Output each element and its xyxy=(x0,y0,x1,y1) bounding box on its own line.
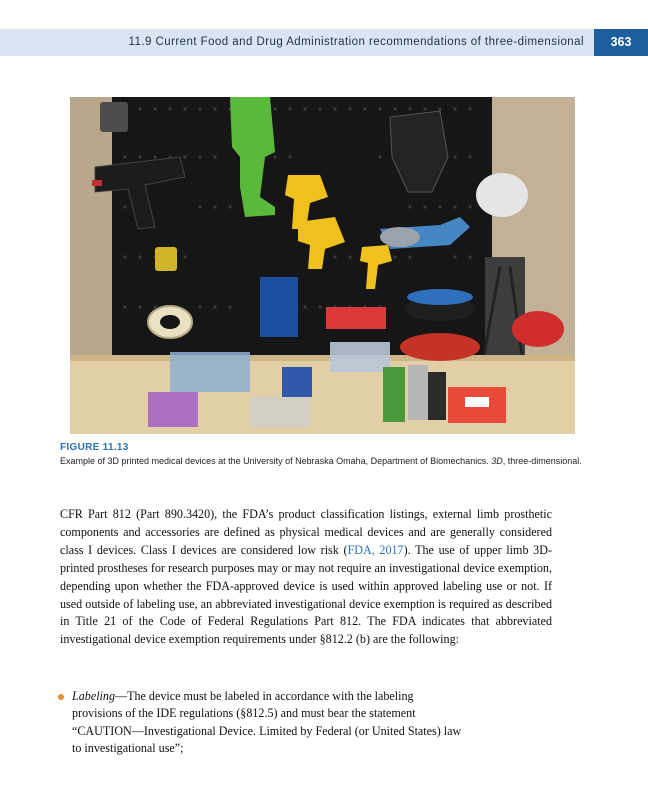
figure-label: FIGURE 11.13 xyxy=(60,442,129,453)
figure-caption-text: Example of 3D printed medical devices at the University of Nebraska Omaha, Department of Biomechanics. xyxy=(60,456,492,466)
figure-caption-end: , three-dimensional. xyxy=(502,456,582,466)
body-paragraph xyxy=(60,506,552,649)
citation-link[interactable]: FDA, 2017 xyxy=(347,542,404,557)
page-number-box xyxy=(594,29,648,56)
figure-photo xyxy=(70,97,575,434)
paragraph-text-end: ). The use of upper limb 3D-printed prostheses for research purposes may or may not require an investigational device exemption, depending upon whether the FDA-approved device is used within approved labeling use or not. If used outside of labeling use, an abbreviated investigational device exemption is required as described in Title 21 of the Code of Federal Regulations Part 812. The FDA indicates that abbreviated investigational device exemption requirements under §812.2 (b) are the following: xyxy=(60,542,552,647)
figure-caption xyxy=(60,456,620,466)
page-number: 363 xyxy=(610,35,632,49)
running-header-title: 11.9 Current Food and Drug Administration recommendations of three-dimensional xyxy=(128,36,584,48)
paragraph-text-start: CFR Part 812 (Part 890.3420), the FDA’s product classification listings, external limb prosthetic components and accessories are defined as physical medical devices and are generally considered class I devices. Class I devices are considered low risk ( xyxy=(60,507,552,557)
figure-caption-italic: 3D xyxy=(491,456,503,466)
bullet-dot-icon xyxy=(58,694,64,700)
bullet-term: Labeling xyxy=(72,689,116,703)
bullet-text: —The device must be labeled in accordance with the labeling provisions of the IDE regulations (§812.5) and must bear the statement “CAUTION—Investigational Device. Limited by Federal (or United States) law to investigational use”; xyxy=(72,689,462,756)
bullet-item xyxy=(72,688,462,758)
